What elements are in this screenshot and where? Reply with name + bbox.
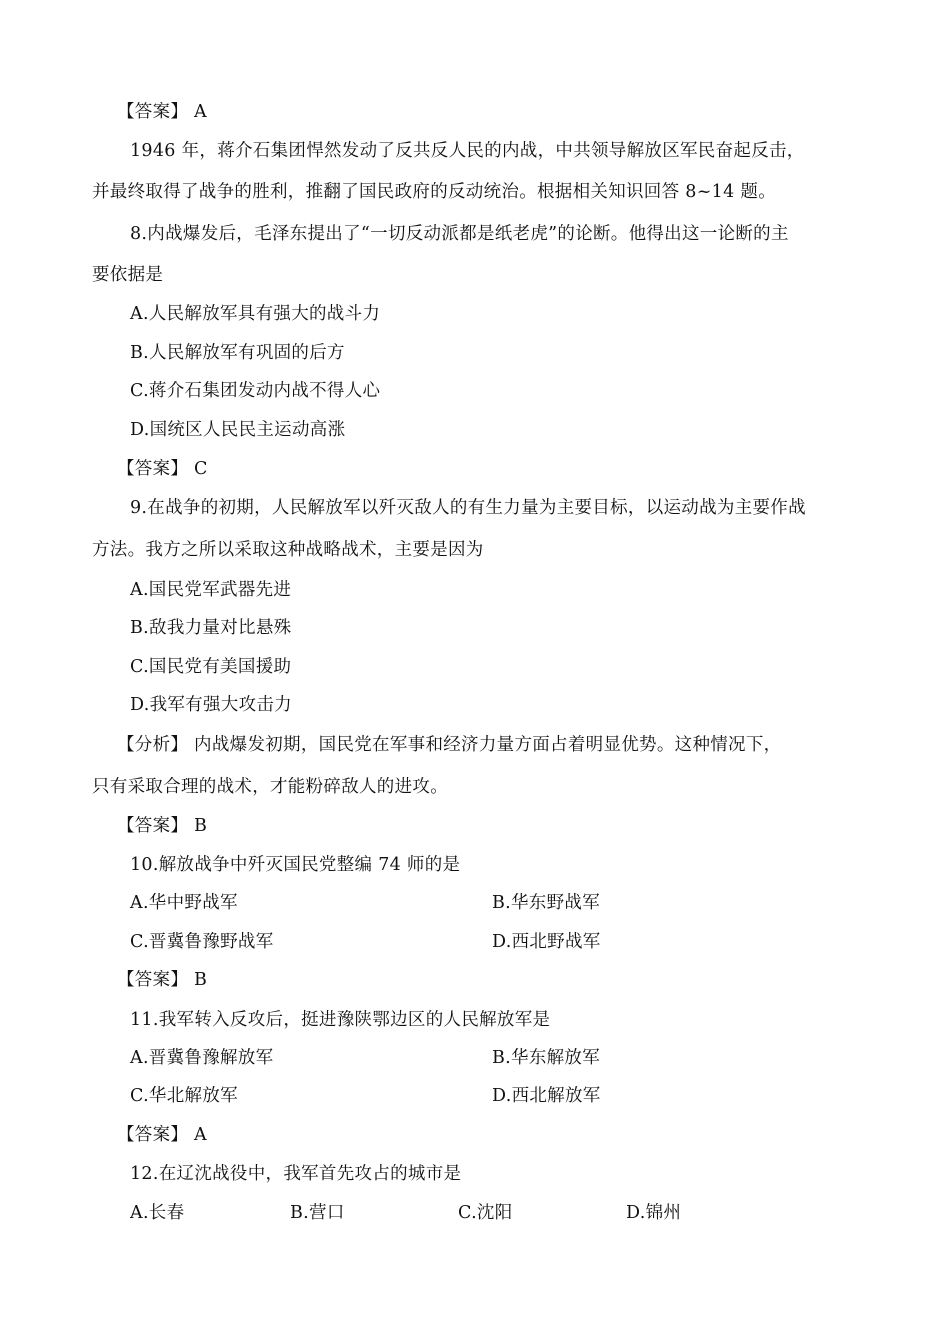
option-c: C.华北解放军 (130, 1086, 238, 1106)
option-d: D.西北解放军 (492, 1086, 601, 1106)
intro-paragraph-line: 1946 年，蒋介石集团悍然发动了反共反人民的内战，中共领导解放区军民奋起反击， (130, 141, 805, 161)
answer-label: 【答案】 C (117, 459, 208, 479)
question-11-text: 11.我军转入反攻后，挺进豫陕鄂边区的人民解放军是 (130, 1010, 551, 1030)
option-d: D.西北野战军 (492, 932, 601, 952)
answer-label: 【答案】 A (117, 1125, 208, 1145)
option-a: A.人民解放军具有强大的战斗力 (130, 304, 381, 324)
question-10-text: 10.解放战争中歼灭国民党整编 74 师的是 (130, 855, 461, 875)
option-a: A.长春 (130, 1203, 185, 1223)
option-b: B.营口 (290, 1203, 345, 1223)
analysis-paragraph: 只有采取合理的战术，才能粉碎敌人的进攻。 (92, 777, 448, 797)
option-a: A.国民党军武器先进 (130, 580, 292, 600)
option-d: D.国统区人民民主运动高涨 (130, 420, 346, 440)
option-d: D.我军有强大攻击力 (130, 695, 292, 715)
question-8-text: 8.内战爆发后，毛泽东提出了“一切反动派都是纸老虎”的论断。他得出这一论断的主 (130, 224, 789, 244)
answer-label: 【答案】 A (117, 102, 208, 122)
option-b: B.敌我力量对比悬殊 (130, 618, 292, 638)
option-a: A.晋冀鲁豫解放军 (130, 1048, 274, 1068)
question-8-text: 要依据是 (92, 265, 164, 285)
answer-label: 【答案】 B (117, 970, 208, 990)
question-9-text: 方法。我方之所以采取这种战略战术，主要是因为 (92, 540, 484, 560)
intro-paragraph-line: 并最终取得了战争的胜利，推翻了国民政府的反动统治。根据相关知识回答 8~14 题。 (92, 182, 776, 202)
option-b: B.华东野战军 (492, 893, 601, 913)
option-b: B.华东解放军 (492, 1048, 601, 1068)
option-a: A.华中野战军 (130, 893, 238, 913)
option-c: C.国民党有美国援助 (130, 657, 292, 677)
option-b: B.人民解放军有巩固的后方 (130, 343, 345, 363)
analysis-paragraph: 【分析】 内战爆发初期，国民党在军事和经济力量方面占着明显优势。这种情况下， (117, 735, 782, 755)
option-c: C.沈阳 (458, 1203, 513, 1223)
question-12-text: 12.在辽沈战役中，我军首先攻占的城市是 (130, 1164, 462, 1184)
answer-label: 【答案】 B (117, 816, 208, 836)
question-9-text: 9.在战争的初期，人民解放军以歼灭敌人的有生力量为主要目标，以运动战为主要作战 (130, 498, 806, 518)
option-c: C.蒋介石集团发动内战不得人心 (130, 381, 381, 401)
option-d: D.锦州 (626, 1203, 682, 1223)
option-c: C.晋冀鲁豫野战军 (130, 932, 274, 952)
